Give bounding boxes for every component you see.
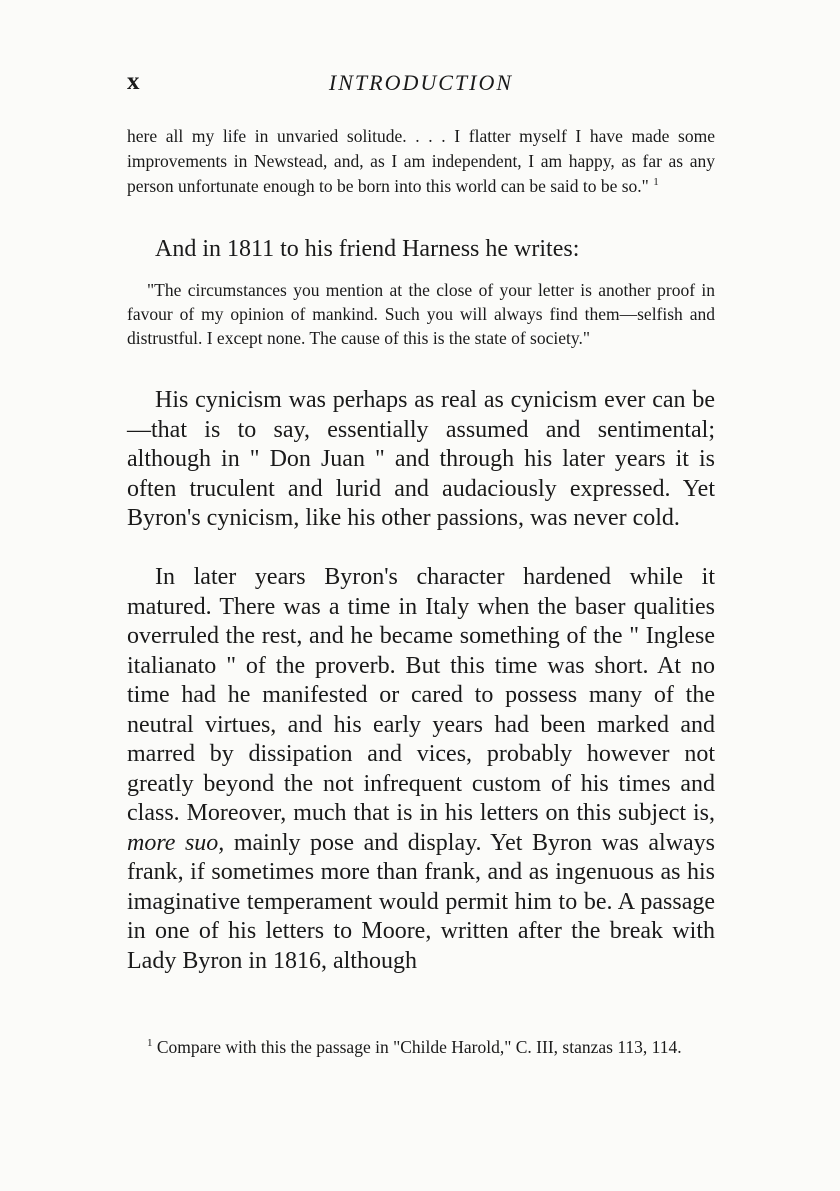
lead-in-line: And in 1811 to his friend Harness he writes:	[155, 236, 580, 262]
block-quote-harness: "The circumstances you mention at the close of your letter is another proof in favour of my opinion of mankind. Such you will always find them—selfish and distrustful. I except none. The cause of this is the state of society."	[127, 280, 715, 348]
footnote-marker: 1	[147, 1037, 153, 1050]
block-quote-newstead	[127, 124, 715, 199]
page-header	[127, 68, 715, 108]
paragraph-character	[127, 563, 715, 976]
quote-text: here all my life in unvaried solitude. . . . I flatter myself I have made some improvements in Newstead, and, as I am independent, I am happy, as far as any person unfortunate enough to be born into this world can be said to be so."	[127, 126, 715, 196]
italic-phrase: more suo,	[127, 829, 225, 856]
running-head: INTRODUCTION	[328, 70, 514, 95]
paragraph-cynicism: His cynicism was perhaps as real as cynicism ever can be—that is to say, essentially assumed and sentimental; although in " Don Juan " and through his later years it is often truculent and lurid and audaciously expressed. Yet Byron's cynicism, like his other passions, was never cold.	[127, 387, 715, 531]
footnote-text: Compare with this the passage in "Childe Harold," C. III, stanzas 113, 114.	[156, 1037, 682, 1057]
paragraph-text-continued: mainly pose and display. Yet Byron was always frank, if sometimes more than frank, and as ingenuous as his imaginative temperament would permit him to be. A passage in one of his letters to Moore, written after the break with Lady Byron in 1816, although	[127, 829, 716, 974]
footnote	[127, 1035, 715, 1060]
paragraph-text: In later years Byron's character hardened while it matured. There was a time in Italy when the baser qualities overruled the rest, and he became something of the " Inglese italianato " of the proverb. But this time was short. At no time had he manifested or cared to possess many of the neutral virtues, and his early years had been marked and marred by dissipation and vices, probably however not greatly beyond the not infrequent custom of his times and class. Moreover, much that is in his letters on this subject is,	[127, 564, 715, 826]
page-number: x	[127, 68, 140, 95]
footnote-reference: 1	[653, 176, 659, 189]
